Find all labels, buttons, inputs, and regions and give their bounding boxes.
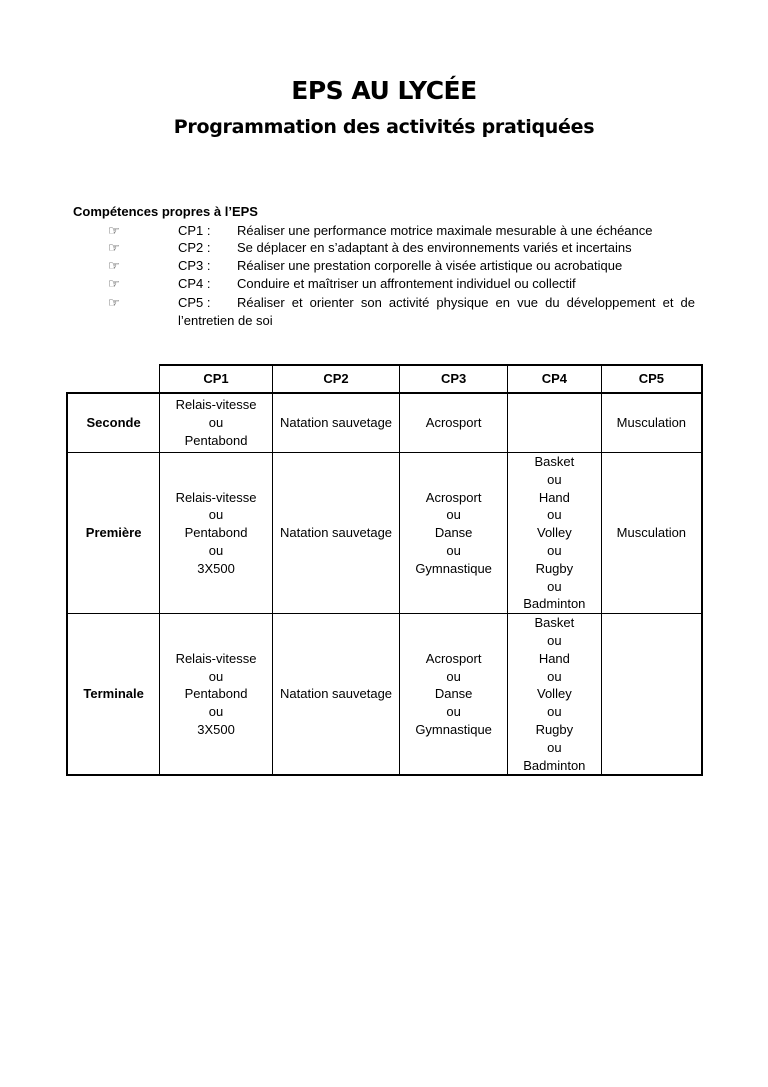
cell-line: Acrosport (425, 650, 482, 666)
cell-line: Acrosport (425, 489, 482, 505)
cell-line: Relais-vitesse (175, 397, 257, 413)
table-cell (400, 614, 508, 776)
cell-line: Pentabond (184, 432, 248, 448)
cell-line: Natation sauvetage (280, 415, 393, 431)
competence-code: CP3 : (178, 258, 211, 273)
table-cell (160, 453, 273, 614)
cell-line: ou (547, 632, 562, 648)
cell-line: ou (446, 704, 461, 720)
table-row (67, 393, 702, 453)
cell-line: Gymnastique (415, 560, 492, 576)
cell-line: Volley (537, 525, 572, 541)
cell-line: ou (547, 739, 562, 755)
table-cell (507, 393, 601, 453)
row-header: Terminale (67, 614, 160, 776)
row-header: Seconde (67, 393, 160, 453)
cell-line: Musculation (616, 525, 687, 541)
cell-line: ou (208, 415, 224, 431)
table-cell (601, 614, 702, 776)
pointing-hand-icon: ☞ (108, 276, 120, 291)
cell-line: 3X500 (197, 721, 235, 737)
cell-line: Badminton (523, 757, 586, 773)
competence-description: Réaliser une prestation corporelle à visée artistique ou acrobatique (237, 258, 623, 273)
cell-line: Badminton (523, 596, 586, 612)
competences-heading: Compétences propres à l’EPS (73, 204, 258, 219)
cell-line: ou (547, 507, 562, 523)
cell-line: Natation sauvetage (280, 686, 393, 702)
column-header: CP5 (601, 365, 702, 393)
column-header: CP4 (507, 365, 601, 393)
cell-line: Rugby (535, 721, 574, 737)
cell-line: ou (547, 471, 562, 487)
table-cell (507, 614, 601, 776)
cell-line: Acrosport (425, 415, 482, 431)
cell-line: Natation sauvetage (280, 525, 393, 541)
cell-line: Hand (538, 650, 570, 666)
table-cell (272, 614, 399, 776)
cell-line: Pentabond (184, 686, 248, 702)
table-cell (272, 453, 399, 614)
cell-line: ou (446, 668, 461, 684)
competence-code: CP5 : (178, 295, 211, 310)
table-cell (160, 614, 273, 776)
cell-line: ou (547, 704, 562, 720)
table-corner-cell (67, 365, 160, 393)
cell-line: ou (547, 542, 562, 558)
cell-line: Gymnastique (415, 721, 492, 737)
pointing-hand-icon: ☞ (108, 258, 120, 273)
column-header: CP3 (400, 365, 508, 393)
table-cell (272, 393, 399, 453)
table-cell (400, 453, 508, 614)
cell-line: Basket (534, 615, 575, 631)
cell-line: ou (208, 668, 224, 684)
page-subtitle: Programmation des activités pratiquées (173, 116, 595, 138)
competence-description: Réaliser une performance motrice maximale mesurable à une échéance (237, 223, 653, 238)
table-cell (601, 453, 702, 614)
competence-description: Réaliser et orienter son activité physique en vue du développement et de (237, 295, 695, 310)
pointing-hand-icon: ☞ (108, 240, 120, 255)
page-title: EPS AU LYCÉE (291, 76, 477, 105)
competence-description: Se déplacer en s’adaptant à des environnements variés et incertains (237, 240, 632, 255)
column-header: CP1 (160, 365, 273, 393)
cell-line: ou (446, 507, 461, 523)
cell-line: Basket (534, 454, 575, 469)
cell-line: Hand (538, 489, 570, 505)
cell-line: Musculation (616, 415, 687, 431)
competence-description: Conduire et maîtriser un affrontement individuel ou collectif (237, 276, 576, 291)
table-header-row (67, 365, 702, 393)
table-row (67, 453, 702, 614)
cell-line: Relais-vitesse (175, 489, 257, 505)
row-header: Première (67, 453, 160, 614)
cell-line: Rugby (535, 560, 574, 576)
cell-line: ou (208, 542, 224, 558)
table-row (67, 614, 702, 776)
cell-line: ou (547, 668, 562, 684)
cell-line: Relais-vitesse (175, 650, 257, 666)
cell-line: ou (208, 704, 224, 720)
cell-line: ou (446, 542, 461, 558)
cell-line: 3X500 (197, 560, 235, 576)
competence-code: CP4 : (178, 276, 211, 291)
pointing-hand-icon: ☞ (108, 223, 120, 238)
competence-code: CP2 : (178, 240, 211, 255)
table-cell (160, 393, 273, 453)
pointing-hand-icon: ☞ (108, 295, 120, 310)
table-cell (400, 393, 508, 453)
competence-code: CP1 : (178, 223, 211, 238)
cell-line: Danse (434, 525, 473, 541)
table-cell (601, 393, 702, 453)
column-header: CP2 (272, 365, 399, 393)
table-cell (507, 453, 601, 614)
cell-line: Volley (537, 686, 572, 702)
cell-line: Pentabond (184, 525, 248, 541)
programmation-table (66, 364, 703, 776)
cell-line: ou (208, 507, 224, 523)
cell-line: ou (547, 578, 562, 594)
cell-line: Danse (434, 686, 473, 702)
competence-description-continuation: l’entretien de soi (178, 313, 273, 328)
